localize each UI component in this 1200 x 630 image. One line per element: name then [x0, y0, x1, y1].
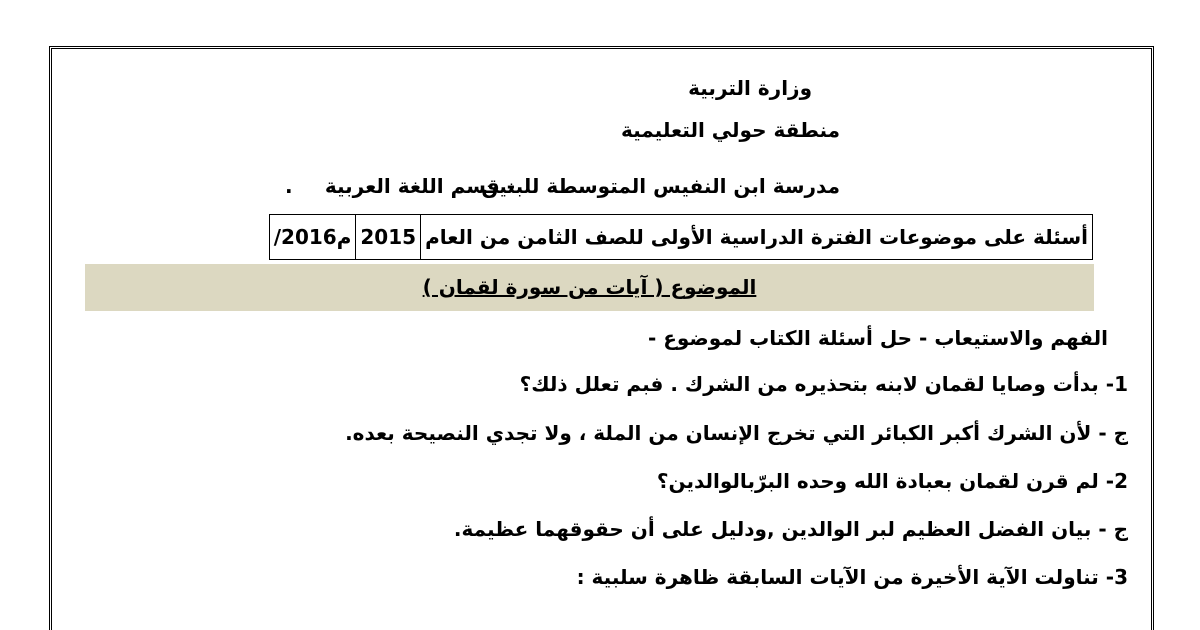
- question-3: 3- تناولت الآية الأخيرة من الآيات السابقة ظاهرة سلبية :: [576, 565, 1128, 589]
- district-name: منطقة حولي التعليمية: [620, 118, 840, 142]
- year-end-cell: [269, 214, 356, 260]
- ministry-name: وزارة التربية: [688, 76, 812, 100]
- year-start: 2015: [355, 214, 420, 260]
- department-dot: .: [285, 174, 293, 198]
- questions-title: أسئلة على موضوعات الفترة الدراسية الأولى للصف الثامن من العام: [420, 214, 1093, 260]
- question-2: 2- لم قرن لقمان بعبادة الله وحده البرّبالوالدين؟: [656, 469, 1128, 493]
- section-heading: الفهم والاستيعاب - حل أسئلة الكتاب لموضوع -: [647, 326, 1108, 350]
- answer-2: ج - بيان الفضل العظيم لبر الوالدين ,ودليل على أن حقوقهما عظيمة.: [453, 517, 1128, 541]
- question-1: 1- بدأت وصايا لقمان لابنه بتحذيره من الشرك . فبم تعلل ذلك؟: [519, 372, 1128, 396]
- year-end: /2016: [273, 225, 337, 249]
- year-suffix: م: [336, 225, 352, 249]
- school-name: مدرسة ابن النفيس المتوسطة للبنين: [481, 174, 840, 198]
- topic-title: الموضوع ( آيات من سورة لقمان ): [422, 275, 757, 299]
- department-name: - قسم اللغة العربية: [324, 174, 515, 198]
- topic-banner: [85, 264, 1094, 311]
- title-table: [269, 214, 1093, 260]
- answer-1: ج - لأن الشرك أكبر الكبائر التي تخرج الإنسان من الملة ، ولا تجدي النصيحة بعده.: [345, 421, 1128, 445]
